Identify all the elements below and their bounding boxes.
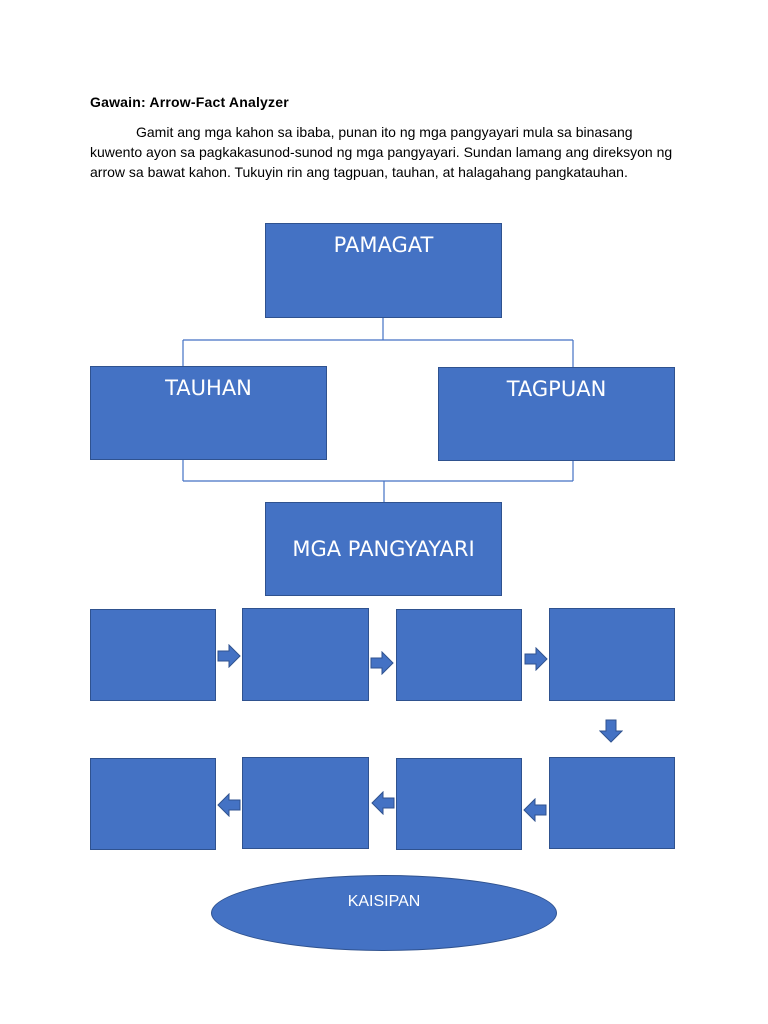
- arrow-down-icon: [599, 719, 623, 743]
- events-box-label: MGA PANGYAYARI: [292, 537, 475, 561]
- setting-box-label: TAGPUAN: [506, 377, 607, 401]
- arrow-left-icon: [523, 798, 547, 822]
- theme-oval[interactable]: [211, 875, 557, 951]
- theme-oval-label: KAISIPAN: [347, 892, 421, 910]
- setting-box[interactable]: [438, 367, 675, 461]
- arrow-right-icon: [217, 644, 241, 668]
- arrow-left-icon: [371, 791, 395, 815]
- arrow-left-icon: [217, 793, 241, 817]
- arrow-right-icon: [370, 651, 394, 675]
- event-box-5[interactable]: [549, 757, 675, 849]
- event-box-8[interactable]: [90, 758, 216, 850]
- title-box[interactable]: [265, 223, 502, 318]
- characters-box[interactable]: [90, 366, 327, 460]
- event-box-2[interactable]: [242, 608, 369, 701]
- arrow-right-icon: [524, 647, 548, 671]
- characters-box-label: TAUHAN: [165, 376, 252, 400]
- title-box-label: PAMAGAT: [333, 233, 434, 257]
- instructions-paragraph: Gamit ang mga kahon sa ibaba, punan ito ng mga pangyayari mula sa binasang kuwento ayon sa pagkakasunod-sunod ng mga pangyayari. Sundan lamang ang direksyon ng arrow sa bawat kahon. Tukuyin rin ang tagpuan, tauhan, at halagahang pangkatauhan.: [90, 124, 673, 180]
- event-box-6[interactable]: [396, 758, 522, 850]
- event-box-7[interactable]: [242, 757, 369, 849]
- event-box-1[interactable]: [90, 609, 216, 701]
- events-box[interactable]: [265, 502, 502, 596]
- event-box-4[interactable]: [549, 608, 675, 701]
- worksheet-title: Gawain: Arrow-Fact Analyzer: [90, 94, 289, 110]
- event-box-3[interactable]: [396, 609, 522, 701]
